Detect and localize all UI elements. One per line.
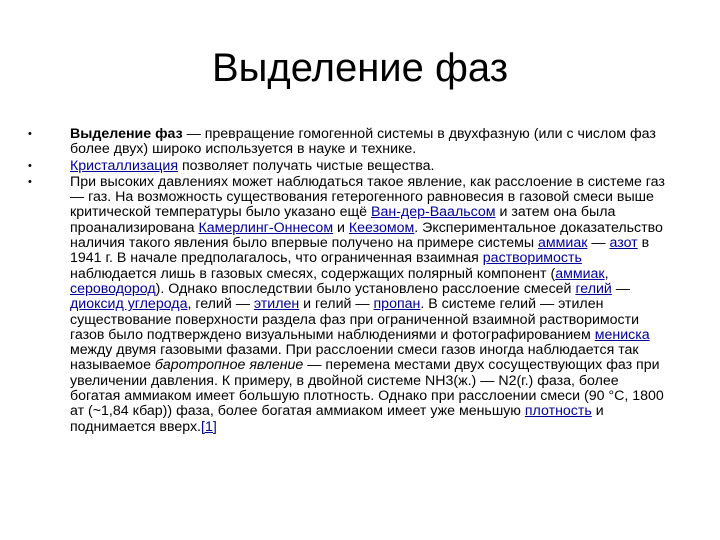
- text-run: . В системе гелий — этилен существование поверхности раздела фаз при ограниченной взаимной растворимости газов было подтверждено визуальными наблюдениями и фотографированием: [70, 296, 640, 343]
- text-run: ,: [604, 265, 609, 282]
- text-run: наблюдается лишь в газовых смесях, содержащих полярный компонент (: [70, 265, 556, 282]
- text-run: —: [611, 280, 630, 297]
- inline-link[interactable]: диоксид углерода: [70, 296, 188, 313]
- text-run: и поднимается вверх.: [70, 403, 604, 435]
- inline-link[interactable]: пропан: [373, 296, 421, 313]
- text-run: между двумя газовыми фазами. При расслоении смеси газов иногда наблюдается так называемое: [70, 342, 639, 374]
- inline-link[interactable]: аммиак: [538, 235, 588, 252]
- bullet-list: [28, 127, 668, 436]
- text-run: —: [587, 235, 610, 252]
- term-bold: Выделение фаз: [70, 126, 183, 142]
- inline-link[interactable]: [1]: [201, 418, 217, 435]
- list-item: [28, 175, 668, 435]
- inline-link[interactable]: сероводород: [70, 280, 156, 297]
- inline-link[interactable]: гелий: [575, 280, 612, 297]
- inline-link[interactable]: Кристаллизация: [70, 157, 179, 174]
- text-run: , гелий —: [187, 296, 254, 313]
- inline-link[interactable]: азот: [609, 235, 638, 252]
- slide-title: Выделение фаз: [211, 46, 509, 90]
- item-text: [70, 174, 665, 435]
- item-text: [70, 158, 435, 174]
- text-run: — превращение гомогенной системы в двухфазную (или с числом фаз более двух) широко используется в науке и технике.: [70, 126, 656, 158]
- text-run: и затем она была проанализирована: [70, 204, 616, 236]
- item-text: [70, 126, 656, 157]
- text-run: позволяет получать чистые вещества.: [178, 157, 435, 174]
- inline-link[interactable]: этилен: [253, 296, 300, 313]
- term-italic: баротропное явление: [154, 357, 304, 374]
- text-run: в 1941 г. В начале предполагалось, что ограниченная взаимная: [70, 235, 650, 267]
- bullet-icon: •: [28, 159, 32, 172]
- text-run: и: [333, 219, 349, 236]
- text-run: и гелий —: [299, 296, 374, 313]
- inline-link[interactable]: Ван-дер-Ваальсом: [371, 204, 496, 221]
- inline-link[interactable]: мениска: [594, 326, 650, 343]
- list-item: [28, 159, 668, 174]
- inline-link[interactable]: Камерлинг-Оннесом: [198, 219, 334, 236]
- bullet-icon: •: [28, 175, 32, 188]
- text-run: При высоких давлениях может наблюдаться такое явление, как расслоение в системе газ — газ. На возможность существования гетерогенного равновесия в газовой смеси выше критической температуры было указано ещё: [70, 173, 665, 221]
- text-run: ). Однако впоследствии было установлено расслоение смесей: [155, 280, 576, 297]
- inline-link[interactable]: Кеезомом: [348, 219, 415, 236]
- text-run: — перемена местами двух сосуществующих фаз при увеличении давления. К примеру, в двойной системе NH3(ж.) — N2(г.) фаза, более богатая аммиаком имеет большую плотность. Однако при расслоении смеси (90 °C, 1800 ат (~1,84 кбар)) фаза, более богатая аммиаком имеет уже меньшую: [70, 357, 664, 420]
- inline-link[interactable]: плотность: [524, 403, 592, 420]
- inline-link[interactable]: растворимость: [482, 250, 582, 267]
- bullet-icon: •: [28, 128, 32, 140]
- inline-link[interactable]: аммиак: [555, 265, 605, 282]
- text-run: . Экспериментальное доказательство наличия такого явления было впервые получено на примере системы: [70, 219, 663, 252]
- list-item: [28, 127, 668, 158]
